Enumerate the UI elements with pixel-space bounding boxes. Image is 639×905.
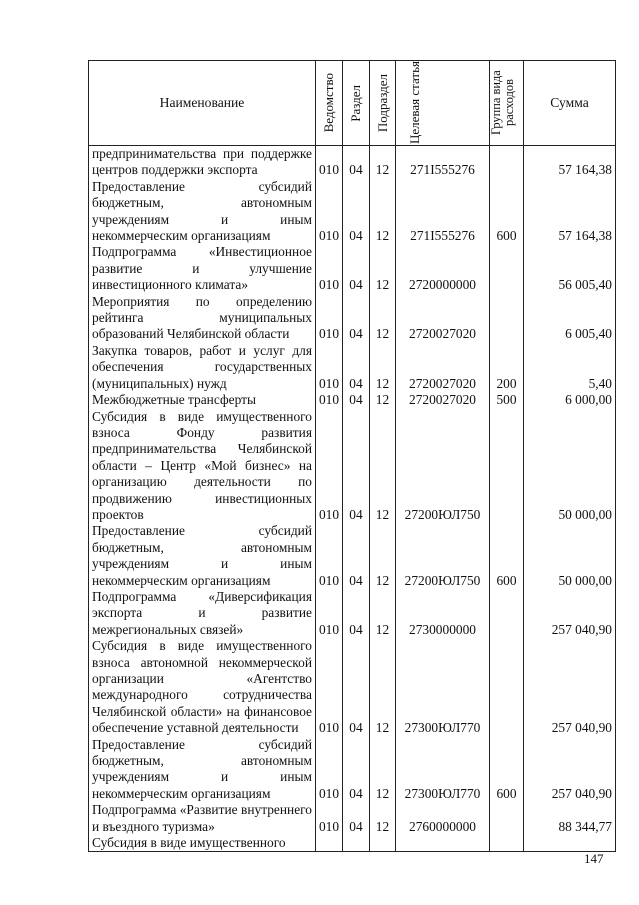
row-podrazdel: 12: [370, 392, 396, 408]
row-summa: 50 000,00: [524, 409, 616, 524]
row-ved: 010: [316, 589, 343, 638]
row-celevaya: 271I555276: [396, 179, 490, 245]
row-celevaya: 27200ЮЛ750: [396, 523, 490, 589]
row-celevaya: 2730000000: [396, 589, 490, 638]
row-summa: 5,40: [524, 343, 616, 392]
budget-table: [88, 60, 616, 852]
row-name: Подпрограмма «Диверсификация экспорта и развитие межрегиональных связей»: [89, 589, 316, 638]
row-ved: 010: [316, 294, 343, 343]
row-razdel: 04: [343, 737, 370, 803]
budget-table-container: [88, 60, 615, 852]
row-name: предпринимательства при поддержке центров поддержки экспорта: [89, 146, 316, 179]
row-summa: [524, 835, 616, 852]
row-razdel: [343, 835, 370, 852]
row-summa: 6 005,40: [524, 294, 616, 343]
table-row: [89, 146, 616, 179]
row-ved: 010: [316, 179, 343, 245]
table-row: [89, 392, 616, 408]
header-ved: Ведомство: [321, 73, 337, 133]
row-ved: 010: [316, 244, 343, 293]
row-ved: 010: [316, 392, 343, 408]
row-gruppa: [490, 589, 524, 638]
row-gruppa: 600: [490, 737, 524, 803]
header-celevaya-cell: [396, 61, 490, 146]
row-summa: 57 164,38: [524, 146, 616, 179]
row-ved: 010: [316, 146, 343, 179]
table-row: [89, 343, 616, 392]
row-podrazdel: 12: [370, 589, 396, 638]
row-gruppa: [490, 244, 524, 293]
row-name: Подпрограмма «Развитие внутреннего и въездного туризма»: [89, 802, 316, 835]
row-summa: 56 005,40: [524, 244, 616, 293]
row-celevaya: 27200ЮЛ750: [396, 409, 490, 524]
row-podrazdel: 12: [370, 179, 396, 245]
table-row: [89, 802, 616, 835]
table-row: [89, 294, 616, 343]
row-podrazdel: 12: [370, 737, 396, 803]
row-celevaya: 27300ЮЛ770: [396, 638, 490, 736]
row-razdel: 04: [343, 179, 370, 245]
row-podrazdel: 12: [370, 409, 396, 524]
row-gruppa: [490, 146, 524, 179]
row-celevaya: 2720027020: [396, 343, 490, 392]
table-row: [89, 835, 616, 852]
row-celevaya: 2720027020: [396, 392, 490, 408]
row-razdel: 04: [343, 392, 370, 408]
row-celevaya: 2720000000: [396, 244, 490, 293]
row-podrazdel: 12: [370, 294, 396, 343]
row-ved: 010: [316, 343, 343, 392]
row-celevaya: 2720027020: [396, 294, 490, 343]
row-name: Предоставление субсидий бюджетным, автономным учреждениям и иным некоммерческим организациям: [89, 179, 316, 245]
row-ved: 010: [316, 737, 343, 803]
row-ved: 010: [316, 409, 343, 524]
row-razdel: 04: [343, 343, 370, 392]
table-row: [89, 737, 616, 803]
table-row: [89, 589, 616, 638]
row-summa: 6 000,00: [524, 392, 616, 408]
row-ved: 010: [316, 802, 343, 835]
header-name: Наименование: [89, 61, 316, 146]
row-summa: 50 000,00: [524, 523, 616, 589]
row-celevaya: 2760000000: [396, 802, 490, 835]
row-podrazdel: 12: [370, 146, 396, 179]
page-number: 147: [584, 851, 604, 866]
row-name: Субсидия в виде имущественного взноса автономной некоммерческой организации «Агентство международного сотрудничества Челябинской области» на финансовое обеспечение уставной деятельности: [89, 638, 316, 736]
row-ved: 010: [316, 638, 343, 736]
row-gruppa: 600: [490, 523, 524, 589]
row-razdel: 04: [343, 244, 370, 293]
row-name: Подпрограмма «Инвестиционное развитие и улучшение инвестиционного климата»: [89, 244, 316, 293]
table-row: [89, 179, 616, 245]
row-podrazdel: 12: [370, 244, 396, 293]
row-gruppa: [490, 835, 524, 852]
header-razdel-cell: [343, 61, 370, 146]
row-razdel: 04: [343, 638, 370, 736]
row-celevaya: [396, 835, 490, 852]
row-summa: 257 040,90: [524, 589, 616, 638]
row-name: Закупка товаров, работ и услуг для обеспечения государственных (муниципальных) нужд: [89, 343, 316, 392]
row-celevaya: 271I555276: [396, 146, 490, 179]
row-podrazdel: 12: [370, 343, 396, 392]
table-row: [89, 638, 616, 736]
table-row: [89, 523, 616, 589]
row-ved: 010: [316, 523, 343, 589]
table-header-row: [89, 61, 616, 146]
row-razdel: 04: [343, 802, 370, 835]
row-podrazdel: 12: [370, 802, 396, 835]
row-razdel: 04: [343, 146, 370, 179]
row-gruppa: [490, 802, 524, 835]
row-name: Субсидия в виде имущественного взноса Фонду развития предпринимательства Челябинской области – Центр «Мой бизнес» на организацию деятельности по продвижению инвестиционных проектов: [89, 409, 316, 524]
row-name: Предоставление субсидий бюджетным, автономным учреждениям и иным некоммерческим организациям: [89, 523, 316, 589]
row-summa: 88 344,77: [524, 802, 616, 835]
row-gruppa: 600: [490, 179, 524, 245]
row-gruppa: [490, 638, 524, 736]
row-name: Межбюджетные трансферты: [89, 392, 316, 408]
header-razdel: Раздел: [348, 84, 364, 122]
row-summa: 257 040,90: [524, 737, 616, 803]
row-celevaya: 27300ЮЛ770: [396, 737, 490, 803]
row-gruppa: [490, 409, 524, 524]
row-razdel: 04: [343, 589, 370, 638]
row-summa: 57 164,38: [524, 179, 616, 245]
header-gruppa-cell: [490, 61, 524, 146]
row-name: Предоставление субсидий бюджетным, автономным учреждениям и иным некоммерческим организациям: [89, 737, 316, 803]
row-razdel: 04: [343, 409, 370, 524]
row-name: Субсидия в виде имущественного: [89, 835, 316, 852]
header-podrazdel-cell: [370, 61, 396, 146]
header-summa: Сумма: [524, 61, 616, 146]
header-gruppa: Группа вида расходов: [489, 70, 517, 136]
row-name: Мероприятия по определению рейтинга муниципальных образований Челябинской области: [89, 294, 316, 343]
header-podrazdel: Подраздел: [374, 73, 390, 133]
header-celevaya: Целевая статья: [406, 61, 422, 145]
header-ved-cell: [316, 61, 343, 146]
row-razdel: 04: [343, 294, 370, 343]
row-gruppa: [490, 294, 524, 343]
row-summa: 257 040,90: [524, 638, 616, 736]
row-ved: [316, 835, 343, 852]
row-podrazdel: [370, 835, 396, 852]
table-row: [89, 244, 616, 293]
row-gruppa: 500: [490, 392, 524, 408]
row-gruppa: 200: [490, 343, 524, 392]
row-podrazdel: 12: [370, 638, 396, 736]
row-podrazdel: 12: [370, 523, 396, 589]
row-razdel: 04: [343, 523, 370, 589]
table-row: [89, 409, 616, 524]
